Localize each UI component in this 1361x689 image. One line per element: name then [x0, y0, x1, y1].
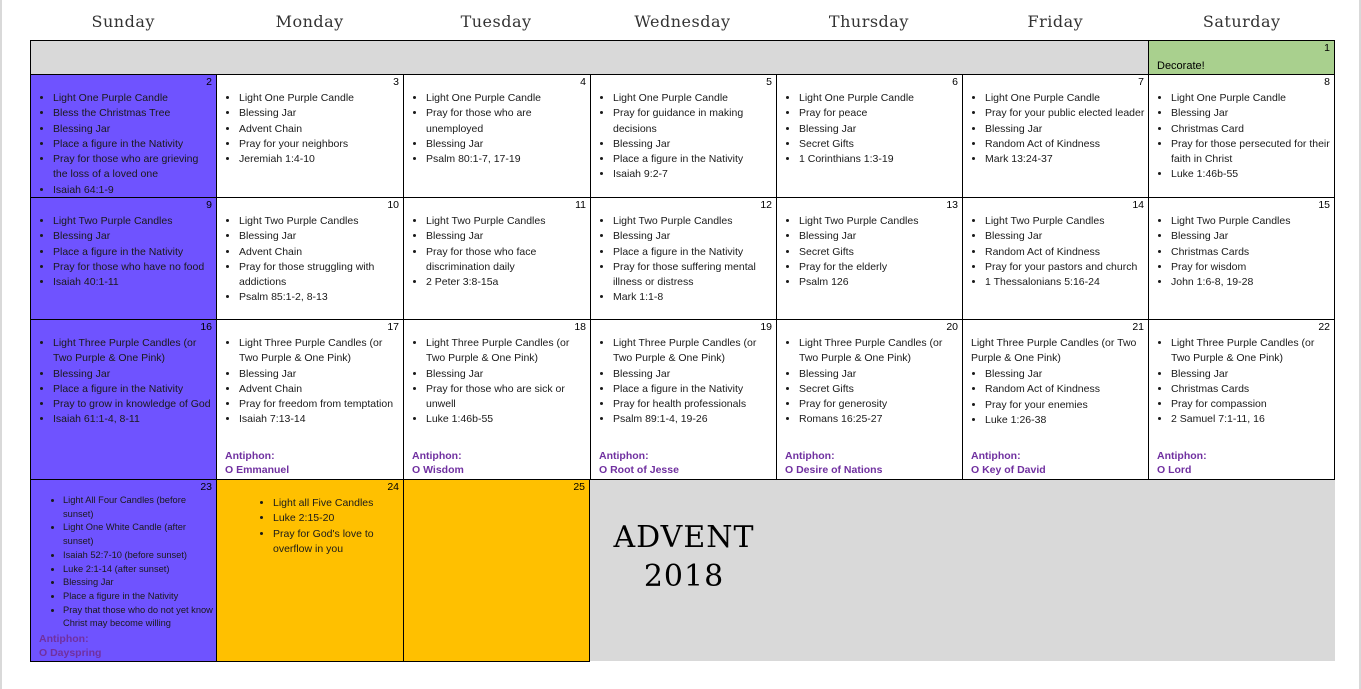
- list-item: • Pray for those who are unemployed: [426, 106, 588, 137]
- list-item: • Blessing Jar: [53, 122, 214, 137]
- advent-title: [596, 518, 772, 596]
- list-item: • Blessing Jar: [799, 229, 960, 244]
- day-number: 1: [1324, 42, 1330, 54]
- day-cell-24[interactable]: [216, 479, 403, 662]
- list-item: • Place a figure in the Nativity: [613, 152, 774, 167]
- day-number: 12: [760, 199, 772, 211]
- day-cell-11[interactable]: [403, 197, 590, 319]
- list-item: • Light Three Purple Candles (or Two Purple & One Pink): [1171, 336, 1332, 367]
- day-cell-18[interactable]: [403, 319, 590, 479]
- list-item: • Luke 1:46b-55: [1171, 167, 1332, 182]
- list-item: • Pray for guidance in making decisions: [613, 106, 774, 137]
- day-cell-13[interactable]: [776, 197, 962, 319]
- list-item: • Blessing Jar: [613, 137, 774, 152]
- day-cell-21[interactable]: [962, 319, 1148, 479]
- antiphon-name: O Lord: [1157, 464, 1192, 476]
- list-item: • Light Three Purple Candles (or Two Purple & One Pink): [239, 336, 401, 367]
- list-item: • Pray for peace: [799, 106, 960, 121]
- day-activity-list: [217, 91, 401, 167]
- week-row-3: [30, 319, 1335, 479]
- list-item: • Blessing Jar: [1171, 367, 1332, 382]
- day-number: 22: [1318, 321, 1330, 333]
- empty-days-cell: [30, 40, 1148, 74]
- list-item: • Pray for those who have no food: [53, 260, 214, 275]
- day-number: 6: [952, 76, 958, 88]
- list-item: • Light Three Purple Candles (or Two Purple & One Pink): [53, 336, 214, 367]
- day-cell-23[interactable]: [30, 479, 216, 662]
- list-item: • Jeremiah 1:4-10: [239, 152, 401, 167]
- day-header-tuesday: Tuesday: [460, 12, 532, 31]
- day-activity-list: [963, 91, 1146, 167]
- day-activity-list: [31, 494, 214, 631]
- list-item: • Place a figure in the Nativity: [53, 245, 214, 260]
- list-item: • Psalm 89:1-4, 19-26: [613, 412, 774, 427]
- list-item: • Blessing Jar: [1171, 106, 1332, 121]
- week-row-2: [30, 197, 1335, 319]
- list-item: • Blessing Jar: [985, 229, 1146, 244]
- day-cell-6[interactable]: [776, 74, 962, 197]
- list-item: • Random Act of Kindness: [985, 245, 1146, 260]
- list-item: • Blessing Jar: [799, 122, 960, 137]
- list-item: • Luke 1:46b-55: [426, 412, 588, 427]
- antiphon-label: Antiphon:: [39, 633, 89, 645]
- day-first-line: Light Three Purple Candles (or Two Purple & One Pink): [971, 337, 1137, 365]
- day-activity-list: [591, 214, 774, 306]
- day-cell-16[interactable]: [30, 319, 216, 479]
- day-activity-list: [963, 214, 1146, 290]
- list-item: • Blessing Jar: [1171, 229, 1332, 244]
- list-item: • Light One Purple Candle: [1171, 91, 1332, 106]
- list-item: • Pray that those who do not yet know Christ may become willing: [63, 604, 214, 631]
- list-item: • Advent Chain: [239, 122, 401, 137]
- day-cell-17[interactable]: [216, 319, 403, 479]
- list-item: • Christmas Cards: [1171, 382, 1332, 397]
- antiphon: [412, 449, 464, 477]
- list-item: • Pray for those who face discrimination daily: [426, 245, 588, 276]
- list-item: • Light Two Purple Candles: [985, 214, 1146, 229]
- list-item: • Psalm 126: [799, 275, 960, 290]
- list-item: • Pray for those suffering mental illness or distress: [613, 260, 774, 291]
- day-number: 21: [1132, 321, 1144, 333]
- antiphon-name: O Emmanuel: [225, 464, 290, 476]
- list-item: • Pray for wisdom: [1171, 260, 1332, 275]
- list-item: • Blessing Jar: [53, 367, 214, 382]
- day-note: Decorate!: [1157, 60, 1205, 72]
- day-header-sunday: Sunday: [91, 12, 155, 31]
- list-item: • Random Act of Kindness: [985, 382, 1146, 397]
- day-activity-list: [31, 214, 214, 290]
- day-activity-list: [217, 336, 401, 428]
- antiphon: [1157, 449, 1207, 477]
- day-number: 20: [946, 321, 958, 333]
- list-item: • Pray for compassion: [1171, 397, 1332, 412]
- list-item: • Pray for those who are sick or unwell: [426, 382, 588, 413]
- list-item: • Luke 2:1-14 (after sunset): [63, 563, 214, 577]
- day-number: 18: [574, 321, 586, 333]
- list-item: • Mark 1:1-8: [613, 290, 774, 305]
- list-item: • Advent Chain: [239, 382, 401, 397]
- list-item: • Psalm 80:1-7, 17-19: [426, 152, 588, 167]
- list-item: • Light One Purple Candle: [985, 91, 1146, 106]
- day-number: 15: [1318, 199, 1330, 211]
- title-line-2: 2018: [643, 559, 725, 594]
- list-item: • Luke 1:26-38: [985, 413, 1146, 428]
- list-item: • Christmas Card: [1171, 122, 1332, 137]
- list-item: • Christmas Cards: [1171, 245, 1332, 260]
- day-number: 9: [206, 199, 212, 211]
- list-item: • Light One Purple Candle: [613, 91, 774, 106]
- antiphon: [971, 449, 1046, 477]
- day-activity-list: [404, 214, 588, 290]
- day-cell-25[interactable]: [403, 479, 590, 662]
- day-activity-list: [31, 91, 214, 197]
- day-number: 25: [573, 481, 585, 493]
- list-item: • Isaiah 7:13-14: [239, 412, 401, 427]
- day-header-thursday: Thursday: [828, 12, 909, 31]
- list-item: • Isaiah 9:2-7: [613, 167, 774, 182]
- list-item: • Light Two Purple Candles: [613, 214, 774, 229]
- day-number: 11: [575, 199, 586, 211]
- day-number: 16: [200, 321, 212, 333]
- day-cell-10[interactable]: [216, 197, 403, 319]
- list-item: • 1 Corinthians 1:3-19: [799, 152, 960, 167]
- day-number: 3: [393, 76, 399, 88]
- title-line-1: ADVENT: [613, 520, 755, 555]
- day-activity-list: [217, 214, 401, 306]
- day-cell-15[interactable]: [1148, 197, 1335, 319]
- day-activity-list: [777, 336, 960, 428]
- day-cell-12[interactable]: [590, 197, 776, 319]
- day-header-monday: Monday: [275, 12, 344, 31]
- day-cell-2[interactable]: [30, 74, 216, 197]
- list-item: • Light Three Purple Candles (or Two Purple & One Pink): [799, 336, 960, 367]
- day-number: 13: [946, 199, 958, 211]
- day-number: 23: [200, 481, 212, 493]
- list-item: • Isaiah 61:1-4, 8-11: [53, 412, 214, 427]
- antiphon: [39, 632, 101, 660]
- list-item: • Blessing Jar: [613, 367, 774, 382]
- antiphon: [225, 449, 289, 477]
- list-item: • Pray for God's love to overflow in you: [273, 527, 401, 558]
- list-item: • Isaiah 40:1-11: [53, 275, 214, 290]
- day-cell-5[interactable]: [590, 74, 776, 197]
- day-cell-3[interactable]: [216, 74, 403, 197]
- list-item: • Secret Gifts: [799, 245, 960, 260]
- week-row-0: [30, 40, 1335, 74]
- day-cell-8[interactable]: [1148, 74, 1335, 197]
- list-item: • Blessing Jar: [985, 367, 1146, 382]
- day-activity-list: [31, 336, 214, 428]
- week-row-1: [30, 74, 1335, 197]
- antiphon-name: O Dayspring: [39, 647, 102, 659]
- list-item: • Light One Purple Candle: [799, 91, 960, 106]
- list-item: • Blessing Jar: [63, 576, 214, 590]
- day-number: 7: [1138, 76, 1144, 88]
- list-item: • Blessing Jar: [239, 367, 401, 382]
- list-item: • Pray for your enemies: [985, 398, 1146, 413]
- list-item: • Light Three Purple Candles (or Two Purple & One Pink): [426, 336, 588, 367]
- list-item: • Blessing Jar: [426, 229, 588, 244]
- day-number: 10: [387, 199, 399, 211]
- day-header-wednesday: Wednesday: [634, 12, 731, 31]
- list-item: • Light all Five Candles: [273, 496, 401, 511]
- list-item: • Pray for your pastors and church: [985, 260, 1146, 275]
- list-item: • Light One Purple Candle: [426, 91, 588, 106]
- list-item: • Place a figure in the Nativity: [63, 590, 214, 604]
- day-activity-list: [777, 91, 960, 167]
- day-header-saturday: Saturday: [1202, 12, 1281, 31]
- list-item: • Blessing Jar: [799, 367, 960, 382]
- list-item: • Pray for your public elected leader: [985, 106, 1146, 121]
- list-item: • Luke 2:15-20: [273, 511, 401, 526]
- list-item: • Light Two Purple Candles: [799, 214, 960, 229]
- antiphon-label: Antiphon:: [412, 450, 462, 462]
- antiphon: [785, 449, 882, 477]
- day-cell-4[interactable]: [403, 74, 590, 197]
- antiphon-name: O Root of Jesse: [599, 464, 679, 476]
- day-cell-1[interactable]: [1148, 40, 1335, 74]
- list-item: • Light One Purple Candle: [239, 91, 401, 106]
- day-cell-22[interactable]: [1148, 319, 1335, 479]
- list-item: • Pray for the elderly: [799, 260, 960, 275]
- day-activity-list: [963, 367, 1146, 428]
- day-activity-list: [404, 91, 588, 167]
- list-item: • Place a figure in the Nativity: [53, 137, 214, 152]
- day-number: 8: [1324, 76, 1330, 88]
- list-item: • Pray for your neighbors: [239, 137, 401, 152]
- day-number: 14: [1132, 199, 1144, 211]
- list-item: • Blessing Jar: [239, 106, 401, 121]
- list-item: • Place a figure in the Nativity: [53, 382, 214, 397]
- list-item: • Light Three Purple Candles (or Two Purple & One Pink): [613, 336, 774, 367]
- list-item: • 2 Samuel 7:1-11, 16: [1171, 412, 1332, 427]
- list-item: • Pray to grow in knowledge of God: [53, 397, 214, 412]
- list-item: • Light Two Purple Candles: [1171, 214, 1332, 229]
- day-cell-20[interactable]: [776, 319, 962, 479]
- list-item: • Pray for freedom from temptation: [239, 397, 401, 412]
- antiphon-label: Antiphon:: [1157, 450, 1207, 462]
- day-activity-list: [404, 336, 588, 428]
- list-item: • Romans 16:25-27: [799, 412, 960, 427]
- list-item: • Light One Purple Candle: [53, 91, 214, 106]
- list-item: • Blessing Jar: [426, 137, 588, 152]
- list-item: • Place a figure in the Nativity: [613, 245, 774, 260]
- list-item: • Secret Gifts: [799, 137, 960, 152]
- antiphon-name: O Desire of Nations: [785, 464, 883, 476]
- list-item: • Light One White Candle (after sunset): [63, 521, 214, 548]
- antiphon: [599, 449, 679, 477]
- day-activity-list: [1149, 214, 1332, 290]
- list-item: • Blessing Jar: [426, 367, 588, 382]
- day-number: 5: [766, 76, 772, 88]
- antiphon-label: Antiphon:: [785, 450, 835, 462]
- list-item: • Secret Gifts: [799, 382, 960, 397]
- antiphon-name: O Key of David: [971, 464, 1046, 476]
- antiphon-name: O Wisdom: [412, 464, 464, 476]
- list-item: • Blessing Jar: [613, 229, 774, 244]
- list-item: • Random Act of Kindness: [985, 137, 1146, 152]
- list-item: • Isaiah 52:7-10 (before sunset): [63, 549, 214, 563]
- antiphon-label: Antiphon:: [225, 450, 275, 462]
- day-cell-19[interactable]: [590, 319, 776, 479]
- day-activity-list: [1149, 91, 1332, 183]
- list-item: • Advent Chain: [239, 245, 401, 260]
- list-item: • Light Two Purple Candles: [53, 214, 214, 229]
- day-number: 17: [387, 321, 399, 333]
- list-item: • Blessing Jar: [985, 122, 1146, 137]
- list-item: • Pray for health professionals: [613, 397, 774, 412]
- list-item: • Pray for those who are grieving the loss of a loved one: [53, 152, 214, 183]
- day-activity-list: [777, 214, 960, 290]
- list-item: • 2 Peter 3:8-15a: [426, 275, 588, 290]
- day-header-friday: Friday: [1027, 12, 1084, 31]
- list-item: • Light Two Purple Candles: [239, 214, 401, 229]
- list-item: • Light Two Purple Candles: [426, 214, 588, 229]
- list-item: • Place a figure in the Nativity: [613, 382, 774, 397]
- day-activity-list: [217, 496, 401, 557]
- antiphon-label: Antiphon:: [599, 450, 649, 462]
- day-cell-7[interactable]: [962, 74, 1148, 197]
- day-number: 19: [760, 321, 772, 333]
- day-number: 4: [580, 76, 586, 88]
- list-item: • Blessing Jar: [239, 229, 401, 244]
- list-item: • Pray for generosity: [799, 397, 960, 412]
- day-number: 2: [206, 76, 212, 88]
- day-cell-9[interactable]: [30, 197, 216, 319]
- list-item: • Mark 13:24-37: [985, 152, 1146, 167]
- day-header-row: [30, 12, 1335, 40]
- day-number: 24: [387, 481, 399, 493]
- list-item: • Psalm 85:1-2, 8-13: [239, 290, 401, 305]
- antiphon-label: Antiphon:: [971, 450, 1021, 462]
- day-activity-list: [591, 336, 774, 428]
- list-item: • Bless the Christmas Tree: [53, 106, 214, 121]
- page-edge-left: [0, 0, 2, 689]
- list-item: • Isaiah 64:1-9: [53, 183, 214, 197]
- list-item: • Pray for those persecuted for their faith in Christ: [1171, 137, 1332, 168]
- day-activity-list: [1149, 336, 1332, 428]
- list-item: • 1 Thessalonians 5:16-24: [985, 275, 1146, 290]
- list-item: • Blessing Jar: [53, 229, 214, 244]
- list-item: • Light All Four Candles (before sunset): [63, 494, 214, 521]
- list-item: • John 1:6-8, 19-28: [1171, 275, 1332, 290]
- day-activity-list: [591, 91, 774, 183]
- day-cell-14[interactable]: [962, 197, 1148, 319]
- list-item: • Pray for those struggling with addictions: [239, 260, 401, 291]
